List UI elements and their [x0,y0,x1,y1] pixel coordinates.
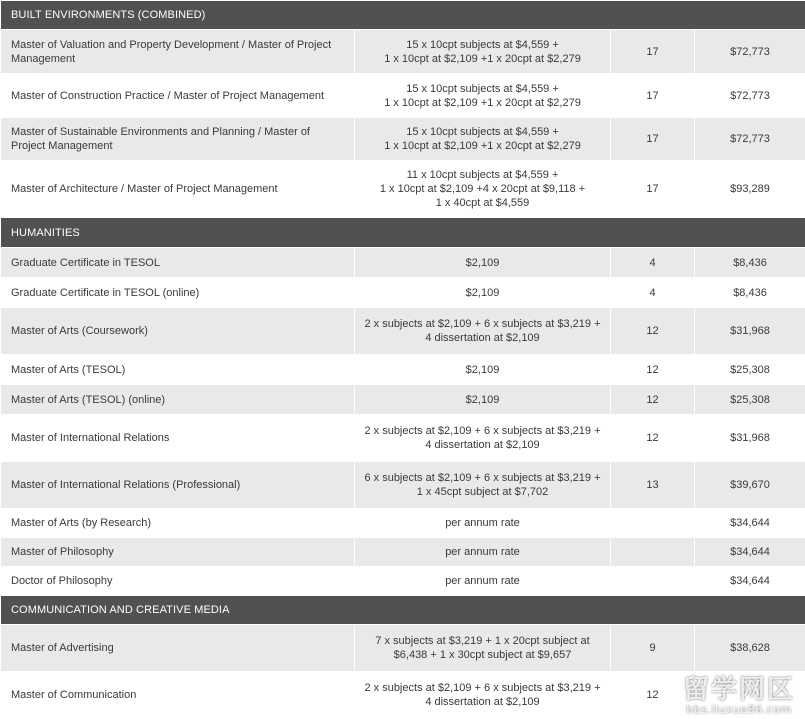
units-cell: 12 [611,355,695,385]
fee-structure-cell [355,625,611,672]
structure-line: 1 x 10cpt at $2,109 +1 x 20cpt at $2,279 [359,96,606,110]
course-name-cell [1,74,355,118]
structure-line: 1 x 45cpt subject at $7,702 [359,485,606,499]
table-row [1,308,805,355]
course-name-cell [1,30,355,74]
structure-line: 4 dissertation at $2,109 [359,695,606,709]
course-name-cell [1,308,355,355]
course-line: Master of Communication [11,688,344,702]
units-cell: 13 [611,462,695,509]
course-name-cell [1,278,355,308]
total-fee-cell: $31,968 [695,308,805,355]
structure-line: per annum rate [359,545,606,559]
table-row [1,74,805,118]
total-fee-cell: $39,670 [695,462,805,509]
course-line: Master of International Relations (Professional) [11,478,344,492]
total-fee-cell: $34,644 [695,567,805,596]
units-cell [611,538,695,567]
course-line: Master of International Relations [11,431,344,445]
table-row [1,118,805,161]
units-cell: 17 [611,161,695,218]
course-line: Master of Architecture / Master of Project Management [11,182,344,196]
section-title: COMMUNICATION AND CREATIVE MEDIA [1,596,805,625]
watermark-url: bbs.liuxue86.com [683,704,795,716]
fee-table-body [1,1,805,719]
fee-structure-cell [355,567,611,596]
total-fee-cell: $8,436 [695,278,805,308]
structure-line: 2 x subjects at $2,109 + 6 x subjects at $3,219 + [359,681,606,695]
units-cell [611,509,695,538]
course-line: Graduate Certificate in TESOL [11,256,344,270]
units-cell: 4 [611,278,695,308]
course-line: Master of Valuation and Property Development / Master of Project [11,38,344,52]
structure-line: 15 x 10cpt subjects at $4,559 + [359,82,606,96]
table-row [1,672,805,719]
course-line: Graduate Certificate in TESOL (online) [11,286,344,300]
fee-structure-cell [355,248,611,278]
course-line: Master of Arts (TESOL) [11,363,344,377]
structure-line: 1 x 40cpt at $4,559 [359,196,606,210]
units-cell: 12 [611,415,695,462]
units-cell: 12 [611,672,695,719]
fee-structure-cell [355,672,611,719]
total-fee-cell: $72,773 [695,118,805,161]
units-cell: 4 [611,248,695,278]
table-row [1,538,805,567]
course-name-cell [1,248,355,278]
course-line: Project Management [11,139,344,153]
course-line: Master of Sustainable Environments and Planning / Master of [11,125,344,139]
course-name-cell [1,538,355,567]
course-line: Management [11,52,344,66]
structure-line: $6,438 + 1 x 30cpt subject at $9,657 [359,648,606,662]
course-name-cell [1,567,355,596]
course-name-cell [1,355,355,385]
fee-structure-cell [355,308,611,355]
total-fee-cell: $34,644 [695,509,805,538]
structure-line: $2,109 [359,256,606,270]
total-fee-cell: $93,289 [695,161,805,218]
fee-structure-cell [355,538,611,567]
fee-structure-cell [355,30,611,74]
total-fee-cell: $8,436 [695,248,805,278]
course-name-cell [1,672,355,719]
section-header-row [1,596,805,625]
structure-line: 6 x subjects at $2,109 + 6 x subjects at $3,219 + [359,471,606,485]
section-header-row [1,218,805,248]
total-fee-cell: $25,308 [695,385,805,415]
fee-structure-cell [355,278,611,308]
table-row [1,509,805,538]
course-name-cell [1,385,355,415]
total-fee-cell: $31,968 [695,415,805,462]
total-fee-cell: $34,644 [695,538,805,567]
table-row [1,355,805,385]
fee-structure-cell [355,415,611,462]
fee-structure-cell [355,462,611,509]
watermark-logo-text: 留学网区 [683,676,795,704]
table-row [1,161,805,218]
course-name-cell [1,415,355,462]
structure-line: per annum rate [359,516,606,530]
units-cell [611,567,695,596]
table-row [1,567,805,596]
course-line: Master of Advertising [11,641,344,655]
structure-line: 11 x 10cpt subjects at $4,559 + [359,168,606,182]
section-title: BUILT ENVIRONMENTS (COMBINED) [1,1,805,30]
fee-structure-cell [355,385,611,415]
total-fee-cell: $38,628 [695,625,805,672]
total-fee-cell: $72,773 [695,30,805,74]
units-cell: 12 [611,385,695,415]
course-line: Master of Arts (TESOL) (online) [11,393,344,407]
units-cell: 12 [611,308,695,355]
course-name-cell [1,509,355,538]
course-line: Master of Construction Practice / Master of Project Management [11,89,344,103]
table-row [1,625,805,672]
structure-line: 15 x 10cpt subjects at $4,559 + [359,38,606,52]
structure-line: 15 x 10cpt subjects at $4,559 + [359,125,606,139]
structure-line: 1 x 10cpt at $2,109 +1 x 20cpt at $2,279 [359,139,606,153]
structure-line: 2 x subjects at $2,109 + 6 x subjects at $3,219 + [359,424,606,438]
course-name-cell [1,118,355,161]
units-cell: 17 [611,118,695,161]
fee-structure-cell [355,118,611,161]
structure-line: 7 x subjects at $3,219 + 1 x 20cpt subject at [359,634,606,648]
table-row [1,248,805,278]
units-cell: 17 [611,74,695,118]
units-cell: 9 [611,625,695,672]
structure-line: 4 dissertation at $2,109 [359,331,606,345]
fee-structure-cell [355,74,611,118]
total-fee-cell: $25,308 [695,355,805,385]
structure-line: $2,109 [359,393,606,407]
course-name-cell [1,161,355,218]
table-row [1,385,805,415]
table-row [1,278,805,308]
table-row [1,30,805,74]
course-line: Doctor of Philosophy [11,574,344,588]
structure-line: 1 x 10cpt at $2,109 +1 x 20cpt at $2,279 [359,52,606,66]
section-header-row [1,1,805,30]
course-name-cell [1,625,355,672]
structure-line: per annum rate [359,574,606,588]
fee-structure-cell [355,509,611,538]
structure-line: 4 dissertation at $2,109 [359,438,606,452]
course-name-cell [1,462,355,509]
structure-line: $2,109 [359,363,606,377]
section-title: HUMANITIES [1,218,805,248]
table-row [1,462,805,509]
table-row [1,415,805,462]
course-line: Master of Arts (by Research) [11,516,344,530]
total-fee-cell: $72,773 [695,74,805,118]
structure-line: 1 x 10cpt at $2,109 +4 x 20cpt at $9,118 + [359,182,606,196]
fee-structure-cell [355,355,611,385]
structure-line: $2,109 [359,286,606,300]
fee-structure-cell [355,161,611,218]
units-cell: 17 [611,30,695,74]
structure-line: 2 x subjects at $2,109 + 6 x subjects at $3,219 + [359,317,606,331]
total-fee-cell [695,672,805,719]
course-line: Master of Philosophy [11,545,344,559]
course-line: Master of Arts (Coursework) [11,324,344,338]
